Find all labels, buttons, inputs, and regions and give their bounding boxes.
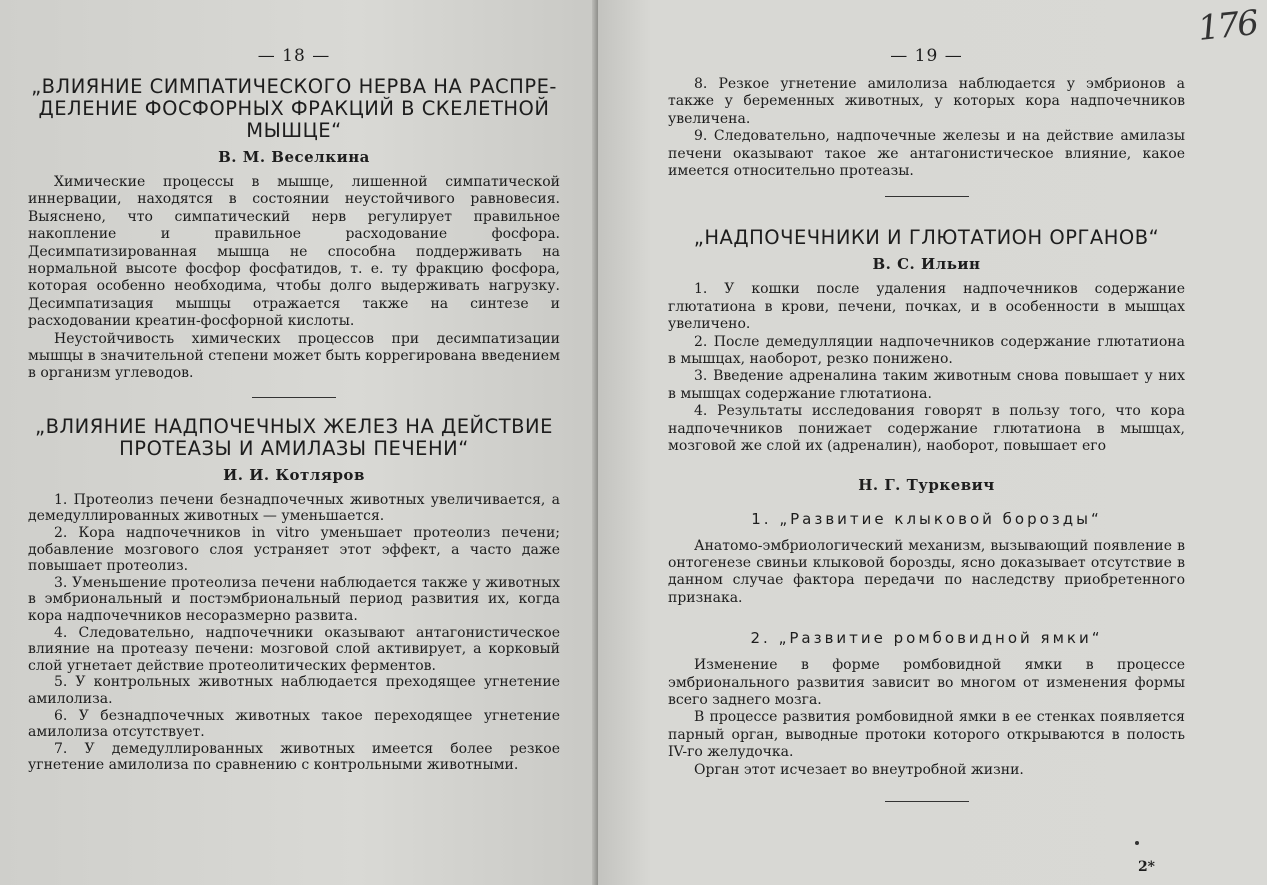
left-page [0, 0, 598, 885]
handwritten-archive-number: 176 [1196, 3, 1259, 49]
article-author: В. М. Веселкина [218, 148, 370, 166]
article-paragraph: 3. Уменьшение протеолиза печени наблюдается также у животных в эмбриональный и постэмбриональный период развития их, когда кора надпочечников несоразмерно развита. [28, 574, 560, 625]
article-title: „НАДПОЧЕЧНИКИ И ГЛЮТАТИОН ОРГАНОВ“ [693, 226, 1160, 250]
section-subtitle: 1. „Развитие клыковой борозды“ [751, 509, 1102, 528]
article-paragraph: 4. Результаты исследования говорят в пользу того, что кора надпочечников понижает содержание глютатиона в мышцах, мозговой же слой их (адреналин), наоборот, повышает его [668, 403, 1185, 455]
article-paragraph: 5. У контрольных животных наблюдается преходящее угнетение амилолиза. [28, 674, 560, 707]
article-title: „ВЛИЯНИЕ НАДПОЧЕЧНЫХ ЖЕЛЕЗ НА ДЕЙСТВИЕ ПРОТЕАЗЫ И АМИЛАЗЫ ПЕЧЕНИ“ [35, 414, 553, 460]
section-subtitle: 2. „Развитие ромбовидной ямки“ [750, 629, 1103, 648]
section-divider [885, 196, 969, 197]
page-number: — 18 — [257, 46, 331, 66]
page-number: — 19 — [890, 46, 963, 66]
article-paragraph: 7. У демедуллированных животных имеется более резкое угнетение амилолиза по сравнению с контрольными животными. [28, 740, 560, 774]
article-paragraph: 6. У безнадпочечных животных такое переходящее угнетение амилолиза отсутствует. [28, 707, 560, 741]
article-author: Н. Г. Туркевич [858, 475, 995, 494]
article-paragraph: 1. У кошки после удаления надпочечников содержание глютатиона в крови, печени, почках, и в особенности в мышцах увеличено. [668, 281, 1185, 333]
section-paragraph: Изменение в форме ромбовидной ямки в процессе эмбрионального развития зависит во многом от изменения формы всего заднего мозга. [668, 657, 1185, 708]
section-divider [885, 801, 969, 802]
continued-paragraph: 8. Резкое угнетение амилолиза наблюдается у эмбрионов а также у беременных животных, у которых кора надпочечников увеличена. [668, 76, 1185, 127]
article-paragraph: 1. Протеолиз печени безнадпочечных животных увеличивается, а демедуллированных животных — уменьшается. [28, 491, 560, 525]
article-author: В. С. Ильин [872, 255, 981, 274]
article-paragraph: Неустойчивость химических процессов при десимпатизации мышцы в значительной степени может быть коррегирована введением в организм углеводов. [28, 330, 560, 382]
article-paragraph: 2. После демедулляции надпочечников содержание глютатиона в мышцах, наоборот, резко понижено. [668, 333, 1185, 368]
ink-dot [1135, 841, 1139, 845]
section-paragraph: Анатомо-эмбриологический механизм, вызывающий появление в онтогенезе свиньи клыковой борозды, ясно доказывает отсутствие в данном случае фактора передачи по наследству приобретенного признака. [668, 537, 1185, 606]
continued-paragraph: 9. Следовательно, надпочечные железы и на действие амилазы печени оказывают такое же антагонистическое влияние, какое имеется относительно протеазы. [668, 128, 1185, 180]
article-paragraph: 2. Кора надпочечников in vitro уменьшает протеолиз печени; добавление мозгового слоя устраняет этот эффект, а часто даже повышает протеолиз. [28, 525, 560, 575]
section-paragraph: В процессе развития ромбовидной ямки в ее стенках появляется парный орган, выводные протоки которого открываются в полость IV-го желудочка. [668, 709, 1185, 761]
article-paragraph: 4. Следовательно, надпочечники оказывают антагонистическое влияние на протеазу печени: мозговой слой активирует, а корковый слой угнетает действие протеолитических ферментов. [28, 624, 560, 674]
article-author: И. И. Котляров [223, 465, 365, 484]
right-page [598, 0, 1267, 885]
article-paragraph: Химические процессы в мышце, лишенной симпатической иннервации, находятся в состоянии неустойчивого равновесия. Выяснено, что симпатический нерв регулирует правильное накопление и правильное расходование фосфора. Десимпатизированная мышца не способна поддерживать на нормальной высоте фосфор фосфатидов, т. е. ту фракцию фосфора, которая особенно необходима, чтобы долго выдерживать нагрузку. Десимпатизация мышцы отражается также на синтезе и расходовании креатин-фосфорной кислоты. [28, 174, 560, 330]
signature-mark: 2* [1137, 859, 1155, 875]
section-divider [252, 397, 336, 398]
article-paragraph: 3. Введение адреналина таким животным снова повышает у них в мышцах содержание глютатиона. [668, 368, 1185, 402]
section-paragraph: Орган этот исчезает во внеутробной жизни. [694, 761, 1024, 778]
article-title: „ВЛИЯНИЕ СИМПАТИЧЕСКОГО НЕРВА НА РАСПРЕ-ДЕЛЕНИЕ ФОСФОРНЫХ ФРАКЦИЙ В СКЕЛЕТНОЙ МЫШЦЕ“ [31, 75, 557, 142]
